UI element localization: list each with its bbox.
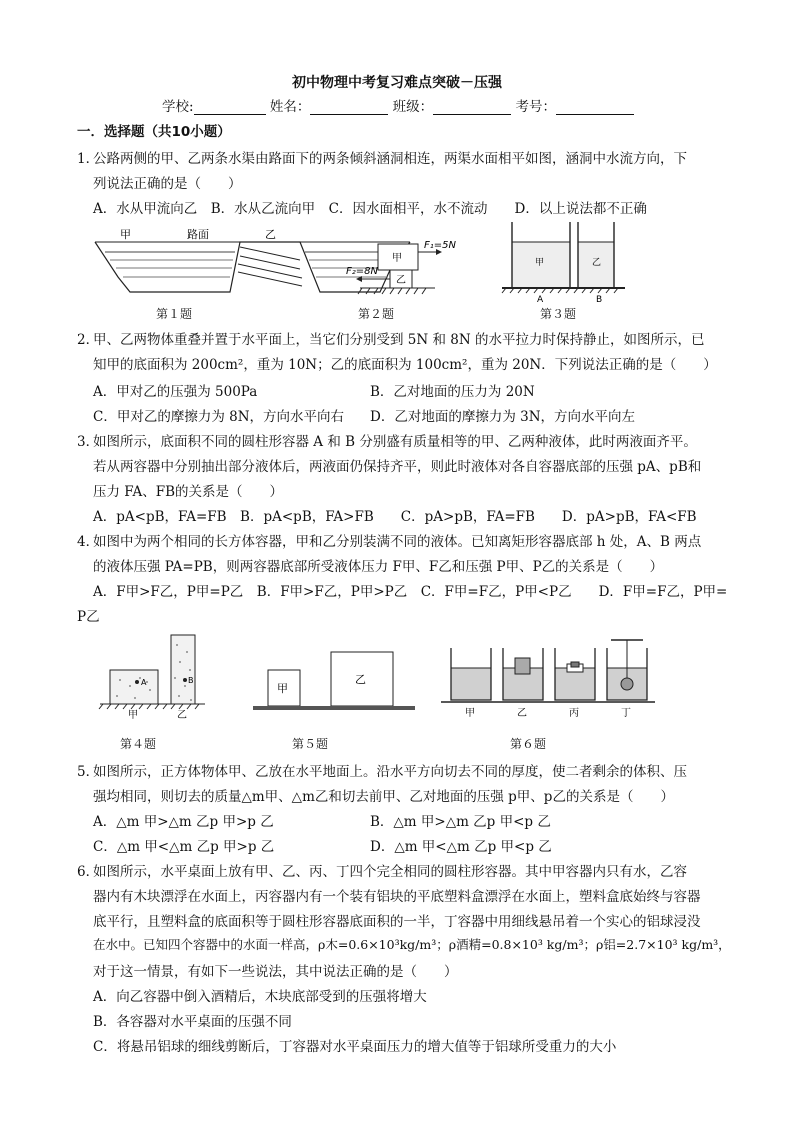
q4-options-tail: P乙 (77, 609, 100, 625)
name-label: 姓名： (269, 99, 311, 115)
q6-number: 6． (77, 864, 100, 880)
fig3-b-label: B (596, 295, 603, 305)
figure-5-cubes (253, 652, 415, 710)
fig6-bing-label: 丙 (569, 708, 579, 719)
caption-fig5: 第５题 (292, 737, 329, 751)
q6-stem-line2: 器内有木块漂浮在水面上，丙容器内有一个装有铝块的平底塑料盒漂浮在水面上，塑料盒底始终与容器 (93, 889, 701, 905)
fig3-jia-label: 甲 (535, 258, 545, 268)
q3-stem-line1: 如图所示，底面积不同的圆柱形容器 A 和 B 分别盛有质量相等的甲、乙两种液体，此时两液面齐平。 (93, 434, 697, 450)
q2-stem-line1: 甲、乙两物体重叠并置于水平面上，当它们分别受到 5N 和 8N 的水平拉力时保持静止，如图所示，已 (93, 332, 705, 348)
q6-stem-line1: 如图所示，水平桌面上放有甲、乙、丙、丁四个完全相同的圆柱形容器。其中甲容器内只有水，乙容 (93, 864, 687, 880)
caption-fig4: 第４题 (120, 737, 157, 751)
q5-option-a: A．△m 甲>△m 乙p 甲>p 乙 (93, 814, 274, 830)
figure-2-blocks (346, 240, 457, 294)
student-info-line (162, 95, 634, 115)
q2-option-d: D．乙对地面的摩擦力为 3N，方向水平向左 (370, 409, 636, 425)
q3-stem-line3: 压力 FA、FB的关系是（ ） (93, 484, 284, 500)
q1-options: A．水从甲流向乙 B．水从乙流向甲 C．因水面相平，水不流动 D．以上说法都不正确 (93, 201, 647, 217)
fig2-f2-label: F₂=8N (346, 266, 378, 277)
fig5-jia-label: 甲 (277, 682, 288, 695)
caption-fig2: 第２题 (358, 307, 395, 321)
fig6-ding-label: 丁 (621, 708, 631, 719)
q4-options: A．F甲>F乙，P甲=P乙 B．F甲>F乙，P甲>P乙 C．F甲=F乙，P甲<P乙 D．F甲=F乙，P甲= (93, 584, 728, 600)
q1-stem-line2: 列说法正确的是（ ） (93, 176, 242, 192)
q5-option-c: C．△m 甲<△m 乙p 甲>p 乙 (93, 839, 275, 855)
fig1-jia-label: 甲 (120, 228, 131, 241)
exam-no-label: 考号： (515, 99, 556, 115)
q5-stem-line1: 如图所示，正方体物体甲、乙放在水平地面上。沿水平方向切去不同的厚度，使二者剩余的体积、压 (93, 764, 687, 780)
school-blank[interactable] (194, 100, 266, 115)
fig2-yi-label: 乙 (396, 275, 406, 286)
figure-3-containers (502, 222, 625, 305)
fig4-jia-label: 甲 (128, 710, 138, 721)
q1-number: 1． (77, 151, 100, 167)
figure-1-canals (95, 228, 410, 292)
fig6-jia-label: 甲 (465, 708, 475, 719)
fig3-yi-label: 乙 (592, 258, 602, 268)
school-label: 学校: (162, 99, 194, 115)
q4-stem-line1: 如图中为两个相同的长方体容器，甲和乙分别装满不同的液体。已知离矩形容器底部 h 处，A、B 两点 (93, 534, 702, 550)
q3-stem-line2: 若从两容器中分别抽出部分液体后，两液面仍保持齐平，则此时液体对各自容器底部的压强 pA、pB和 (93, 459, 702, 475)
fig4-yi-label: 乙 (177, 710, 187, 721)
q6-stem-line4: 在水中。已知四个容器中的水面一样高，ρ木=0.6×10³kg/m³；ρ酒精=0.8×10³ kg/m³；ρ铝=2.7×10³ kg/m³， (93, 937, 731, 952)
q1-stem-line1: 公路两侧的甲、乙两条水渠由路面下的两条倾斜涵洞相连，两渠水面相平如图，涵洞中水流方向，下 (93, 151, 687, 167)
q2-option-c: C．甲对乙的摩擦力为 8N，方向水平向右 (93, 409, 345, 425)
fig5-yi-label: 乙 (355, 673, 366, 686)
section-heading: 一．选择题（共10小题） (77, 124, 231, 140)
q2-number: 2． (77, 332, 100, 348)
fig4-b-label: B (188, 676, 194, 685)
q6-option-c: C．将悬吊铝球的细线剪断后，丁容器对水平桌面压力的增大值等于铝球所受重力的大小 (93, 1039, 617, 1055)
q2-option-b: B．乙对地面的压力为 20N (370, 384, 535, 400)
q5-option-d: D．△m 甲<△m 乙p 甲<p 乙 (370, 839, 552, 855)
q3-number: 3． (77, 434, 100, 450)
q4-stem-line2: 的液体压强 PA=PB，则两容器底部所受液体压力 F甲、F乙和压强 P甲、P乙的关系是（ ） (93, 559, 664, 575)
figure-6-containers (441, 640, 655, 719)
caption-fig6: 第６题 (510, 737, 547, 751)
q6-stem-line3: 底平行，且塑料盒的底面积等于圆柱形容器底面积的一半，丁容器中用细线悬吊着一个实心的铝球浸没 (93, 914, 701, 930)
figure-4-containers (99, 635, 205, 721)
name-blank[interactable] (310, 100, 388, 115)
exam-no-blank[interactable] (556, 100, 634, 115)
q5-stem-line2: 强均相同，则切去的质量△m甲、△m乙和切去前甲、乙对地面的压强 p甲、p乙的关系是（ ） (93, 789, 674, 805)
class-label: 班级： (392, 99, 434, 115)
fig1-yi-label: 乙 (265, 228, 276, 241)
page-title: 初中物理中考复习难点突破－压强 (292, 75, 502, 91)
figure-row-2 (95, 630, 655, 725)
fig4-a-label: A (141, 678, 147, 687)
q2-option-a: A．甲对乙的压强为 500Pa (93, 384, 258, 400)
caption-fig1: 第１题 (156, 307, 193, 321)
q6-option-a: A．向乙容器中倒入酒精后，木块底部受到的压强将增大 (93, 989, 427, 1005)
caption-fig3: 第３题 (540, 307, 577, 321)
q2-stem-line2: 知甲的底面积为 200cm²，重为 10N；乙的底面积为 100cm²，重为 20N．下列说法正确的是（ ） (93, 357, 717, 373)
q3-options: A．pA<pB，FA=FB B．pA<pB，FA>FB C．pA>pB，FA=FB D．pA>pB，FA<FB (93, 509, 697, 525)
fig6-yi-label: 乙 (517, 708, 527, 719)
fig2-f1-label: F₁=5N (424, 240, 456, 251)
q5-option-b: B．△m 甲>△m 乙p 甲<p 乙 (370, 814, 551, 830)
fig1-road-label: 路面 (187, 228, 209, 241)
q4-number: 4． (77, 534, 100, 550)
q5-number: 5． (77, 764, 100, 780)
q6-stem-line5: 对于这一情景，有如下一些说法，其中说法正确的是（ ） (93, 964, 458, 980)
q6-option-b: B．各容器对水平桌面的压强不同 (93, 1014, 292, 1030)
class-blank[interactable] (433, 100, 511, 115)
fig2-jia-label: 甲 (392, 253, 402, 264)
fig3-a-label: A (537, 295, 544, 305)
